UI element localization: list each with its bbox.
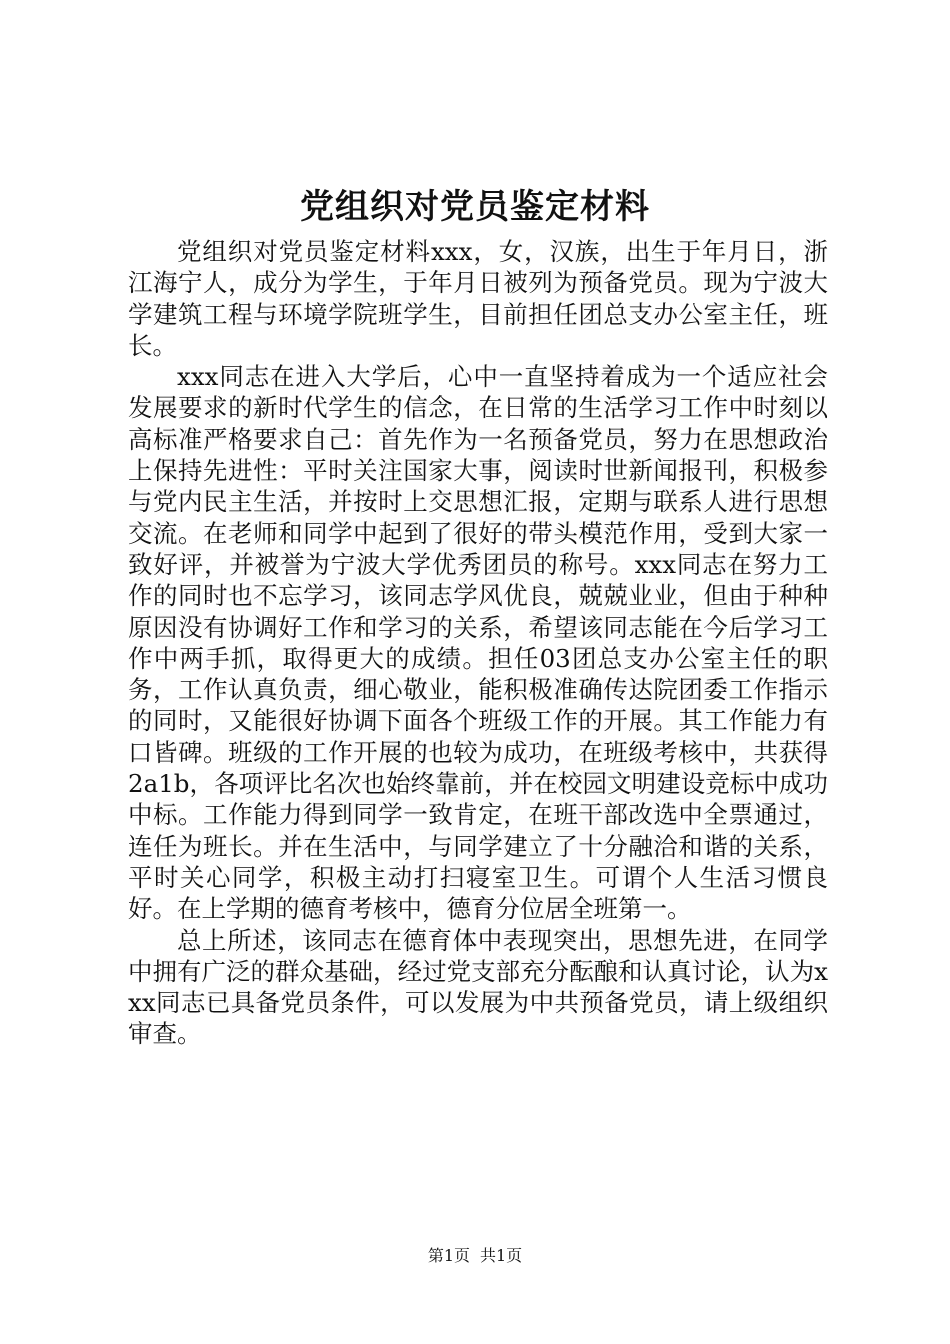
- page-footer: [0, 1244, 950, 1268]
- document-body: [128, 236, 828, 1050]
- page-number-current: 第1页: [427, 1246, 470, 1265]
- paragraph-conclusion: 总上所述，该同志在德育体中表现突出，思想先进，在同学中拥有广泛的群众基础，经过党支部充分酝酿和认真讨论，认为xxx同志已具备党员条件，可以发展为中共预备党员，请上级组织审查。: [128, 925, 828, 1049]
- document-title: 党组织对党员鉴定材料: [300, 187, 650, 227]
- paragraph-intro: 党组织对党员鉴定材料xxx，女，汉族，出生于年月日，浙江海宁人，成分为学生，于年月日被列为预备党员。现为宁波大学建筑工程与环境学院班学生，目前担任团总支办公室主任，班长。: [128, 237, 828, 360]
- page-number-total: 共1页: [480, 1246, 523, 1265]
- paragraph-performance: xxx同志在进入大学后，心中一直坚持着成为一个适应社会发展要求的新时代学生的信念，在日常的生活学习工作中时刻以高标准严格要求自己：首先作为一名预备党员，努力在思想政治上保持先进性：平时关注国家大事，阅读时世新闻报刊，积极参与党内民主生活，并按时上交思想汇报，定期与联系人进行思想交流。在老师和同学中起到了很好的带头模范作用，受到大家一致好评，并被誉为宁波大学优秀团员的称号。xxx同志在努力工作的同时也不忘学习，该同志学风优良，兢兢业业，但由于种种原因没有协调好工作和学习的关系，希望该同志能在今后学习工作中两手抓，取得更大的成绩。担任03团总支办公室主任的职务，工作认真负责，细心敬业，能积极准确传达院团委工作指示的同时，又能很好协调下面各个班级工作的开展。其工作能力有口皆碑。班级的工作开展的也较为成功，在班级考核中，共获得2a1b，各项评比名次也始终靠前，并在校园文明建设竞标中成功中标。工作能力得到同学一致肯定，在班干部改选中全票通过，连任为班长。并在生活中，与同学建立了十分融洽和谐的关系，平时关心同学，积极主动打扫寝室卫生。可谓个人生活习惯良好。在上学期的德育考核中，德育分位居全班第一。: [128, 362, 828, 924]
